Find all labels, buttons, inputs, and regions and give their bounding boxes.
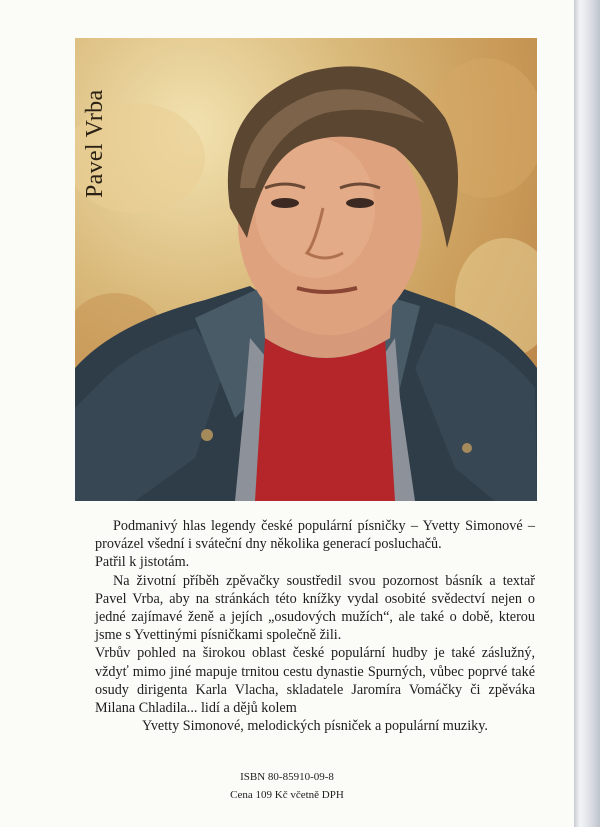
- author-portrait-photo: [75, 38, 537, 501]
- book-edge: [574, 0, 600, 827]
- blurb-text: [95, 517, 535, 735]
- author-name-vertical: Pavel Vrba: [82, 89, 108, 198]
- price-label: Cena 109 Kč včetně DPH: [230, 789, 344, 801]
- isbn-number: ISBN 80-85910-09-8: [240, 771, 334, 783]
- blurb-paragraph-4: Vrbův pohled na širokou oblast české populární hudby je také záslužný, vždyť mimo jiné mapuje trnitou cestu dynastie Spurných, vůbec poprvé také osudy dirigenta Karla Vlacha, skladatele Jaromíra Vomáčky či zpěváka Milana Chladila... lidí a dějů kolem: [95, 645, 535, 717]
- blurb-paragraph-4-last-line: Yvetty Simonové, melodických písniček a populární muziky.: [142, 718, 488, 735]
- blurb-paragraph-3: Na životní příběh zpěvačky soustředil svou pozornost básník a textař Pavel Vrba, aby na stránkách této knížky vydal osobité svědectví nejen o jedné zajímavé ženě a jejích „osudových mužích“, ale také o době, kterou jsme s Yvettinými písničkami společně žili.: [95, 572, 535, 644]
- blurb-paragraph-2: Patřil k jistotám.: [95, 554, 190, 571]
- blurb-paragraph-1: Podmanivý hlas legendy české populární písničky – Yvetty Simonové – provázel všední i sváteční dny několika generací posluchačů.: [95, 518, 535, 553]
- portrait-illustration: [75, 38, 537, 501]
- publication-info: [0, 768, 574, 804]
